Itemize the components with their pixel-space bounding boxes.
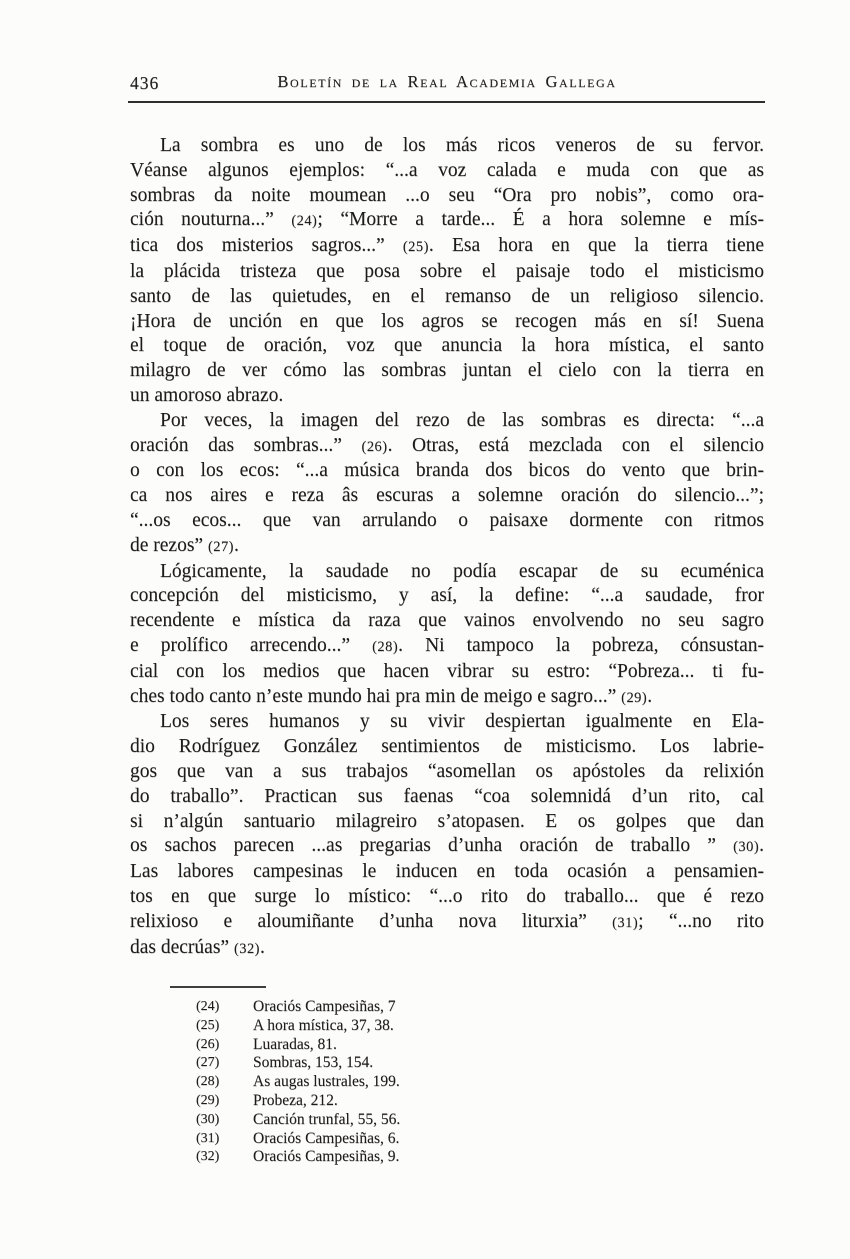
text-line: ¡Hora de unción en que los agros se recogen más en sí! Suena — [130, 310, 764, 332]
footnote-text: As augas lustrales, 199. — [253, 1073, 400, 1091]
text-line: “...os ecos... que van arrulando o paisaxe dormente con ritmos — [130, 509, 764, 531]
footnote-reference: (31) — [612, 914, 639, 931]
page-body — [130, 134, 764, 961]
footnote-reference: (28) — [372, 638, 399, 655]
footnote-reference: (24) — [291, 213, 318, 230]
text-line: e prolífico arrecendo...” (28). Ni tampoco la pobreza, cónsustan- — [130, 634, 764, 656]
footnote-number: (27) — [196, 1055, 220, 1071]
footnote-list — [196, 998, 666, 1167]
text-line: Por veces, la imagen del rezo de las sombras es directa: “...a — [160, 409, 764, 431]
footnote-reference: (25) — [402, 239, 429, 256]
paragraph — [130, 560, 764, 711]
footnote-reference: (30) — [733, 839, 760, 856]
text-line: do traballo”. Practican sus faenas “coa solemnidá d’un rito, cal — [130, 785, 764, 807]
text-line: Los seres humanos y su vivir despiertan igualmente en Ela- — [160, 711, 764, 733]
footnote-number: (30) — [196, 1111, 220, 1127]
footnote-reference: (32) — [233, 940, 260, 957]
text-line: ción nouturna...” (24); “Morre a tarde... É a hora solemne e mís- — [130, 209, 765, 231]
paragraph — [130, 710, 764, 961]
text-line: sombras da noite moumean ...o seu “Ora pro nobis”, como ora- — [130, 184, 764, 206]
text-line: relixioso e aloumiñante d’unha nova liturxia” (31); “...no rito — [130, 910, 764, 932]
paragraph — [130, 134, 764, 409]
paragraph — [130, 409, 764, 560]
text-line: dio Rodríguez González sentimientos de misticismo. Los labrie- — [130, 736, 764, 758]
footnote-item — [196, 1111, 666, 1130]
page-header — [130, 72, 764, 96]
footnote-item — [196, 1130, 666, 1149]
text-line: el toque de oración, voz que anuncia la hora mística, el santo — [130, 335, 764, 357]
text-line: La sombra es uno de los más ricos veneros de su fervor. — [160, 135, 764, 156]
text-line: tica dos misterios sagros...” (25). Esa hora en que la tierra tiene — [130, 235, 765, 257]
footnote-text: Canción trunfal, 55, 56. — [253, 1110, 401, 1128]
text-line: la plácida tristeza que posa sobre el paisaje todo el misticismo — [130, 260, 764, 282]
footnote-text: A hora mística, 37, 38. — [253, 1016, 394, 1034]
footnote-number: (32) — [196, 1149, 220, 1165]
text-line: oración das sombras...” (26). Otras, está mezclada con el silencio — [130, 434, 764, 456]
text-line: un amoroso abrazo. — [130, 384, 284, 406]
page-number: 436 — [130, 73, 160, 93]
text-line: das decrúas” (32). — [130, 936, 265, 958]
text-line: concepción del misticismo, y así, la define: “...a saudade, fror — [130, 585, 764, 607]
footnote-number: (26) — [196, 1036, 220, 1052]
footnote-text: Oraciós Campesiñas, 6. — [253, 1129, 400, 1147]
footnote-text: Probeza, 212. — [253, 1091, 338, 1109]
text-line: cial con los medios que hacen vibrar su estro: “Pobreza... ti fu- — [130, 660, 764, 682]
text-line: milagro de ver cómo las sombras juntan el cielo con la tierra en — [130, 360, 764, 382]
footnote-item — [196, 1073, 666, 1092]
text-line: o con los ecos: “...a música branda dos bicos do vento que brin- — [130, 460, 764, 482]
footnote-item — [196, 1017, 666, 1036]
footnote-reference: (29) — [621, 689, 648, 706]
footnote-number: (29) — [196, 1092, 220, 1108]
footnote-number: (31) — [196, 1130, 220, 1146]
footnote-text: Oraciós Campesiñas, 9. — [253, 1148, 400, 1166]
footnote-text: Sombras, 153, 154. — [253, 1054, 374, 1072]
footnote-item — [196, 998, 666, 1017]
text-line: ches todo canto n’este mundo hai pra min de meigo e sagro...” (29). — [130, 685, 653, 707]
footnote-number: (28) — [196, 1074, 220, 1090]
footnote-item — [196, 1148, 666, 1167]
journal-title: Boletín de la Real Academia Gallega — [277, 72, 617, 91]
text-line: tos en que surge lo místico: “...o rito do traballo... que é rezo — [130, 885, 764, 907]
text-line: ca nos aires e reza âs escuras a solemne oración do silencio...”; — [130, 485, 764, 507]
footnote-item — [196, 1054, 666, 1073]
text-line: de rezos” (27). — [130, 534, 239, 556]
footnote-reference: (26) — [361, 438, 388, 455]
footnote-number: (25) — [196, 1017, 220, 1033]
text-line: recendente e mística da raza que vainos envolvendo no seu sagro — [130, 610, 764, 632]
footnote-separator-rule — [170, 986, 266, 988]
text-line: Véanse algunos ejemplos: “...a voz calada e muda con que as — [130, 159, 764, 181]
text-line: si n’algún santuario milagreiro s’atopasen. E os golpes que dan — [130, 810, 764, 832]
text-line: os sachos parecen ...as pregarias d’unha oración de traballo ” (30). — [130, 835, 764, 857]
text-line: Las labores campesinas le inducen en toda ocasión a pensamien- — [130, 861, 764, 883]
footnote-text: Luaradas, 81. — [253, 1035, 337, 1053]
footnote-item — [196, 1036, 666, 1055]
footnote-item — [196, 1092, 666, 1111]
text-line: gos que van a sus trabajos “asomellan os apóstoles da relixión — [130, 760, 764, 782]
footnote-text: Oraciós Campesiñas, 7 — [253, 998, 396, 1015]
text-line: Lógicamente, la saudade no podía escapar de su ecuménica — [160, 560, 764, 582]
footnote-number: (24) — [196, 999, 220, 1014]
footnote-reference: (27) — [207, 538, 234, 555]
text-line: santo de las quietudes, en el remanso de un religioso silencio. — [130, 285, 764, 307]
header-rule — [128, 101, 765, 103]
